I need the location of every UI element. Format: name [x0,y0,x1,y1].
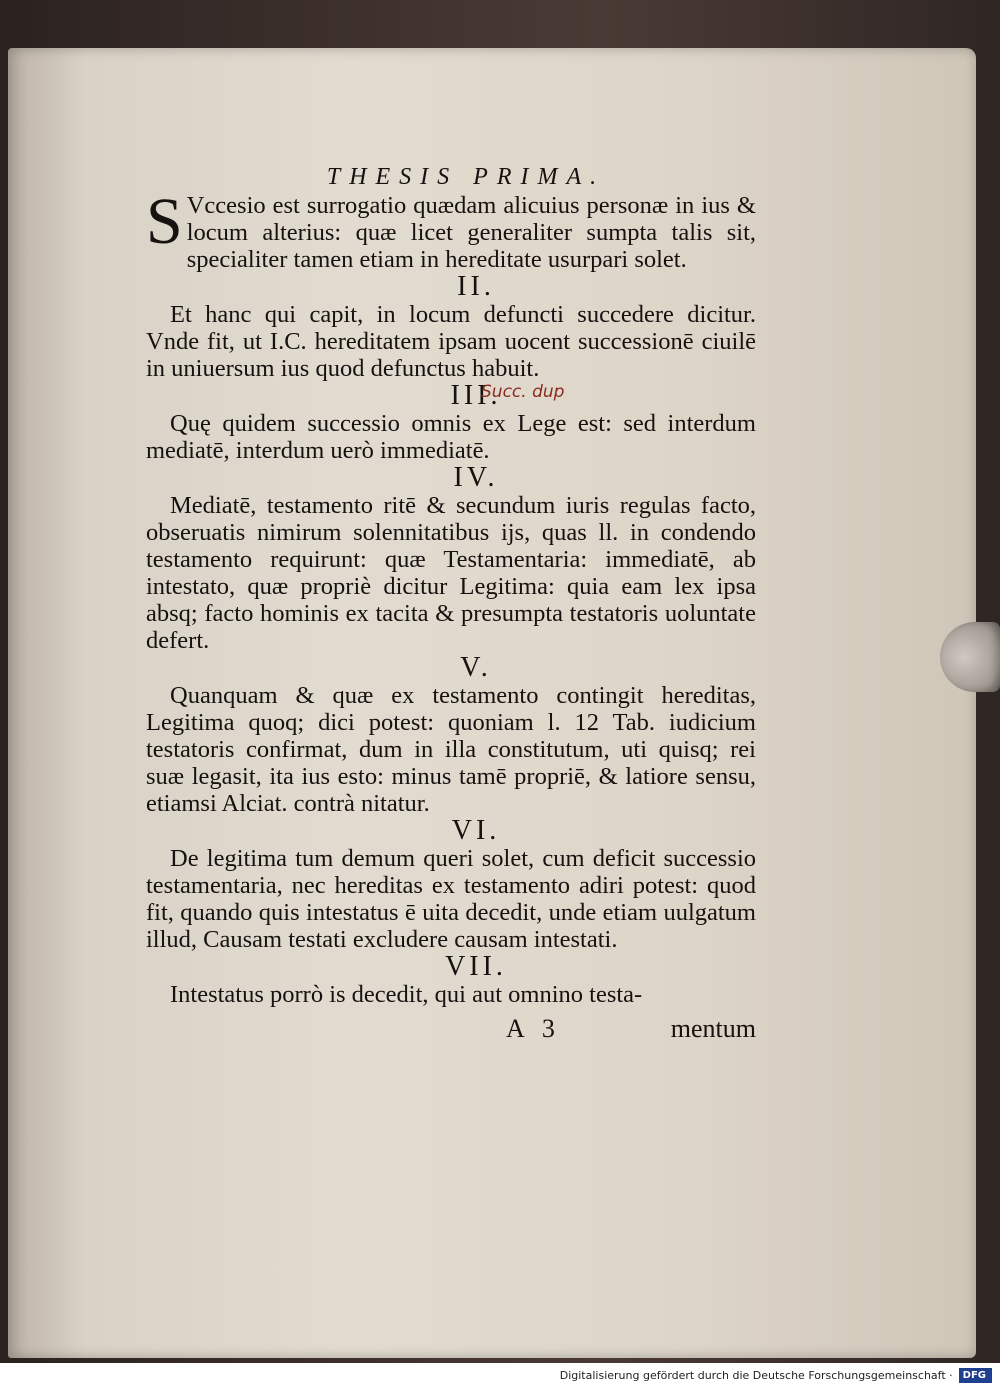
signature-mark: A 3 [506,1014,561,1043]
paragraph-6: De legitima tum demum queri solet, cum deficit successio testamentaria, nec hereditas ex testamento adiri potest: quod fit, quando quis intestatus ē uita decedit, unde etiam uulgatum illud, Causam testati excludere causam intestati. [146,845,756,953]
page-text [136,162,756,1044]
numeral-2: II. [457,271,495,302]
running-head: THESIS PRIMA. [326,164,606,190]
catchline [136,1014,756,1044]
dfg-logo: DFG [959,1368,992,1383]
catchword: mentum [670,1014,756,1043]
numeral-7: VII. [445,951,507,982]
paragraph-1: SVccesio est surrogatio quædam alicuius personæ in ius & locum alterius: quæ licet generaliter sumpta talis sit, specialiter tamen etiam in hereditate usurpari solet. [146,185,756,273]
numeral-4: IV. [453,462,499,493]
numeral-3: III. [450,380,502,411]
marginal-annotation: Succ. dup [481,382,565,402]
paragraph-4: Mediatē, testamento ritē & secundum iuris regulas facto, obseruatis nimirum solennitatibus ijs, quas ll. in condendo testamento requirunt: quæ Testamentaria: immediatē, ab intestato, quæ propriè dicitur Legitima: quia eam lex ipsa absq; facto hominis ex tacita & presumpta testatoris uoluntate defert. [146,492,756,654]
paragraph-2: Et hanc qui capit, in locum defuncti succedere dicitur. Vnde fit, ut I.C. hereditatem ipsam uocent successionē ciuilē in uniuersum ius quod defunctus habuit. [146,301,756,382]
paragraph-7: Intestatus porrò is decedit, qui aut omnino testa- [170,981,643,1008]
digitization-footer [0,1363,1000,1387]
numeral-5: V. [460,652,492,683]
numeral-6: VI. [451,815,501,846]
paragraph-3: Quę quidem successio omnis ex Lege est: sed interdum mediatē, interdum uerò immediatē. [146,410,756,464]
paragraph-5: Quanquam & quæ ex testamento contingit hereditas, Legitima quoq; dici potest: quoniam l. 12 Tab. iudicium testatoris confirmat, dum in illa constitutum, uti quisq; rei suæ legasit, ita ius esto: minus tamē propriē, & latiore sensu, etiamsi Alciat. contrà nitatur. [146,682,756,817]
footer-credit: Digitalisierung gefördert durch die Deutsche Forschungsgemeinschaft · [559,1368,953,1382]
